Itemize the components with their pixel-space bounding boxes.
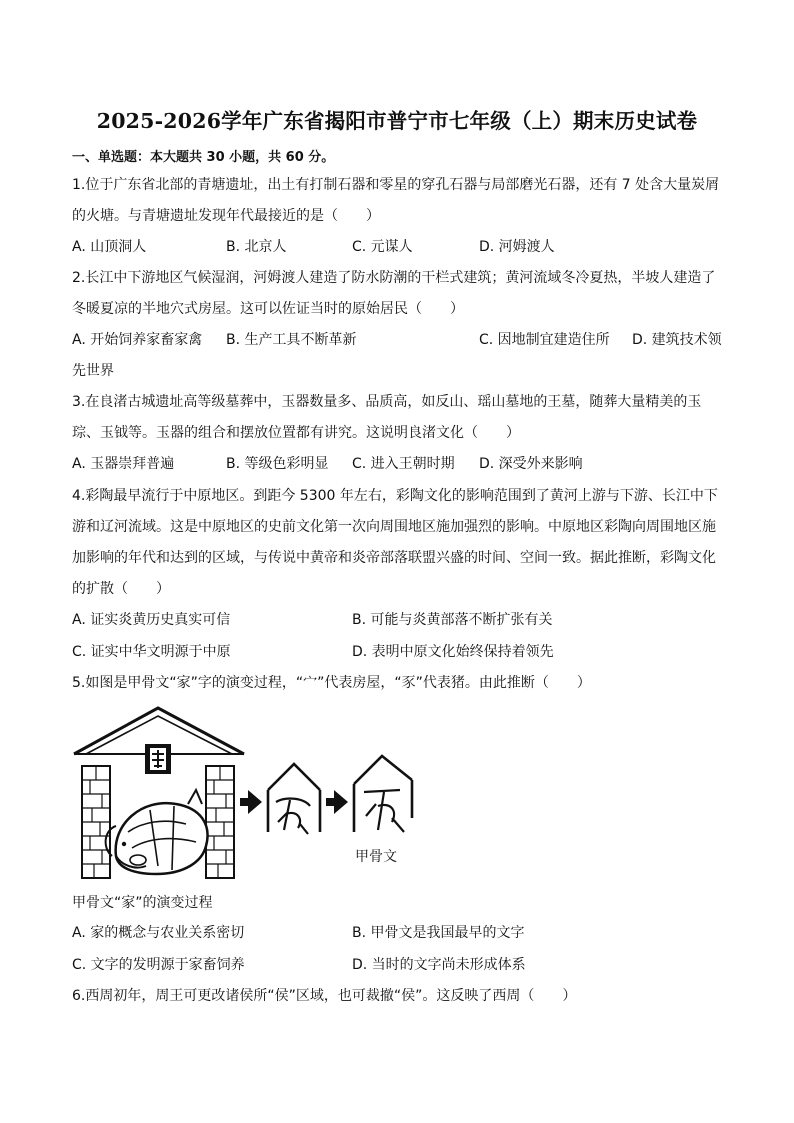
question-6-line-1: 6.西周初年，周王可更改诸侯所“侯”区域，也可裁撤“侯”。这反映了西周（ ） [72, 988, 577, 1004]
question-4-line-2: 游和辽河流域。这是中原地区的史前文化第一次向周围地区施加强烈的影响。中原地区彩陶向周围地区施 [72, 519, 716, 535]
section-heading: 一、单选题：本大题共 30 小题，共 60 分。 [72, 150, 335, 165]
figure-caption: 甲骨文 [355, 849, 397, 865]
question-1-option-d: D. 河姆渡人 [479, 239, 555, 255]
question-5-option-d: D. 当时的文字尚未形成体系 [352, 957, 526, 973]
question-3-option-b: B. 等级色彩明显 [226, 456, 329, 472]
question-4-option-a: A. 证实炎黄历史真实可信 [72, 612, 231, 628]
question-4-line-3: 加影响的年代和达到的区域，与传说中黄帝和炎帝部落联盟兴盛的时间、空间一致。据此推断，彩陶文化 [72, 550, 716, 566]
question-3-line-1: 3.在良渚古城遗址高等级墓葬中，玉器数量多、品质高，如反山、瑶山墓地的王墓，随葬大量精美的玉 [72, 394, 702, 410]
question-3-option-d: D. 深受外来影响 [479, 456, 583, 472]
question-1-option-a: A. 山顶洞人 [72, 239, 147, 255]
question-4-option-b: B. 可能与炎黄部落不断扩张有关 [352, 612, 553, 628]
page-title: 2025-2026学年广东省揭阳市普宁市七年级（上）期末历史试卷 [96, 109, 698, 133]
question-1-line-2: 的火塘。与青塘遗址发现年代最接近的是（ ） [72, 208, 380, 224]
question-2-option-d: D. 建筑技术领 [632, 332, 722, 348]
question-3-option-c: C. 进入王朝时期 [352, 456, 455, 472]
question-4-option-c: C. 证实中华文明源于中原 [72, 644, 231, 660]
question-2-option-a: A. 开始饲养家畜家禽 [72, 332, 203, 348]
question-5-option-b: B. 甲骨文是我国最早的文字 [352, 925, 525, 941]
question-1-line-1: 1.位于广东省北部的青塘遗址，出土有打制石器和零星的穿孔石器与局部磨光石器，还有 7 处含大量炭屑 [72, 177, 720, 193]
question-4-line-4: 的扩散（ ） [72, 581, 170, 597]
question-5-option-c: C. 文字的发明源于家畜饲养 [72, 957, 245, 973]
question-2-line-2: 冬暖夏凉的半地穴式房屋。这可以佐证当时的原始居民（ ） [72, 301, 464, 317]
question-2-option-b: B. 生产工具不断革新 [226, 332, 357, 348]
question-1-option-c: C. 元谋人 [352, 239, 413, 255]
question-3-line-2: 琮、玉钺等。玉器的组合和摆放位置都有讲究。这说明良渚文化（ ） [72, 425, 520, 441]
figure-title: 甲骨文“家”的演变过程 [72, 895, 213, 911]
question-4-line-1: 4.彩陶最早流行于中原地区。到距今 5300 年左右，彩陶文化的影响范围到了黄河上游与下游、长江中下 [72, 488, 718, 504]
question-3-option-a: A. 玉器崇拜普遍 [72, 456, 175, 472]
question-4-option-d: D. 表明中原文化始终保持着领先 [352, 644, 554, 660]
question-1-option-b: B. 北京人 [226, 239, 287, 255]
question-2-option-c: C. 因地制宜建造住所 [479, 332, 610, 348]
question-2-line-1: 2.长江中下游地区气候湿润，河姆渡人建造了防水防潮的干栏式建筑；黄河流域冬冷夏热，半坡人建造了 [72, 270, 716, 286]
question-5-line-1: 5.如图是甲骨文“家”字的演变过程，“宀”代表房屋，“豕”代表猪。由此推断（ ） [72, 675, 591, 691]
question-2-option-d-wrap: 先世界 [72, 363, 114, 379]
question-5-option-a: A. 家的概念与农业关系密切 [72, 925, 245, 941]
